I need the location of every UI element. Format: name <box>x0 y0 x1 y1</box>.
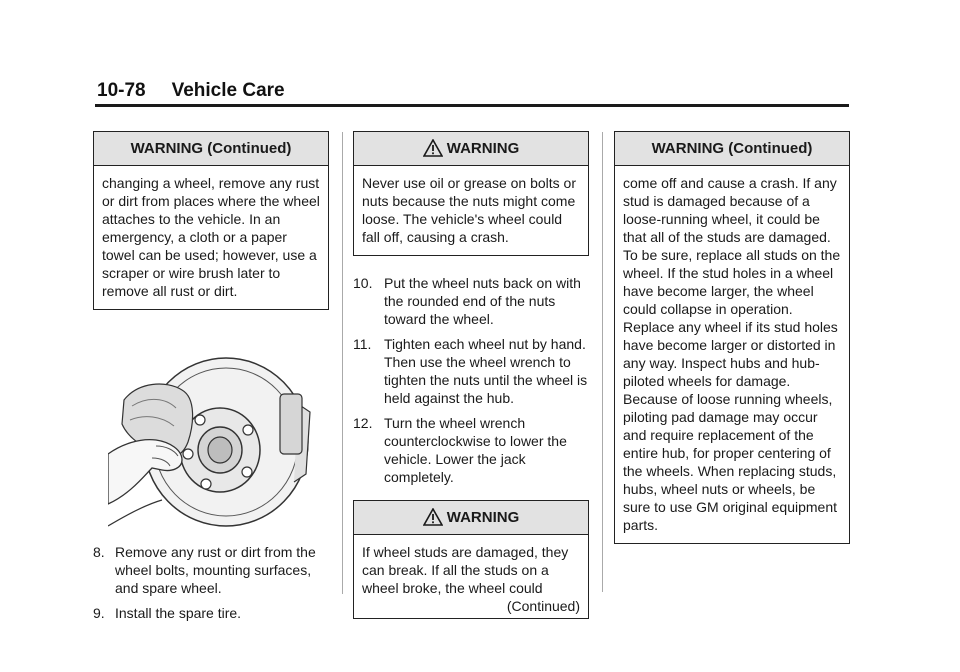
column-1 <box>93 131 329 629</box>
warning-title: WARNING (Continued) <box>94 132 328 166</box>
warning-box <box>353 500 589 619</box>
list-item: 11. Tighten each wheel nut by hand. Then use the wheel wrench to tighten the nuts until the wheel is held against the hub. <box>353 336 588 406</box>
warning-box-continued <box>93 131 329 310</box>
hub-cleaning-illustration <box>108 354 313 529</box>
warning-text: come off and cause a crash. If any stud is damaged because of a loose-running wheel, it could be that all of the studs are damaged. To be sure, replace all studs on the wheel. If the stud holes in a wheel have become larger, the wheel could collapse in operation. Replace any wheel if its stud holes have become larger or distorted in any way. Inspect hubs and hub-piloted wheels for damage. Because of loose running wheels, piloting pad damage may occur and require replacement of the entire hub, for proper centering of the wheels. When replacing studs, hubs, wheel nuts or wheels, be sure to use GM original equipment parts. <box>623 175 841 533</box>
column-2 <box>353 131 589 619</box>
list-item: 12. Turn the wheel wrench counterclockwise to lower the vehicle. Lower the jack completely. <box>353 415 567 485</box>
list-item: 9. Install the spare tire. <box>93 605 242 621</box>
warning-box-continued <box>614 131 850 544</box>
warning-title: WARNING (Continued) <box>615 132 849 166</box>
section-title: Vehicle Care <box>171 80 285 101</box>
column-divider <box>602 132 603 592</box>
header-rule <box>95 104 849 107</box>
warning-title: WARNING <box>446 509 520 526</box>
warning-header <box>354 132 588 166</box>
warning-text: If wheel studs are damaged, they can break. If all the studs on a wheel broke, the wheel could (Continued) <box>362 544 580 614</box>
warning-box <box>353 131 589 256</box>
page-header <box>97 80 285 102</box>
warning-title: WARNING <box>446 140 520 157</box>
column-3 <box>614 131 850 544</box>
warning-text: Never use oil or grease on bolts or nuts because the nuts might come loose. The vehicle's wheel could fall off, causing a crash. <box>362 175 576 245</box>
warning-text: changing a wheel, remove any rust or dirt from places where the wheel attaches to the vehicle. In an emergency, a cloth or a paper towel can be used; however, use a scraper or wire brush later to remove all rust or dirt. <box>102 175 320 299</box>
list-item: 10. Put the wheel nuts back on with the rounded end of the nuts toward the wheel. <box>353 275 581 327</box>
warning-header <box>354 501 588 535</box>
warning-triangle-icon <box>423 508 443 526</box>
list-item: 8. Remove any rust or dirt from the wheel bolts, mounting surfaces, and spare wheel. <box>93 544 316 596</box>
column-divider <box>342 132 343 594</box>
steps-list <box>93 543 329 622</box>
continued-label: (Continued) <box>506 598 580 614</box>
warning-triangle-icon <box>423 139 443 157</box>
steps-list <box>353 274 589 486</box>
page-number: 10-78 <box>97 80 146 101</box>
